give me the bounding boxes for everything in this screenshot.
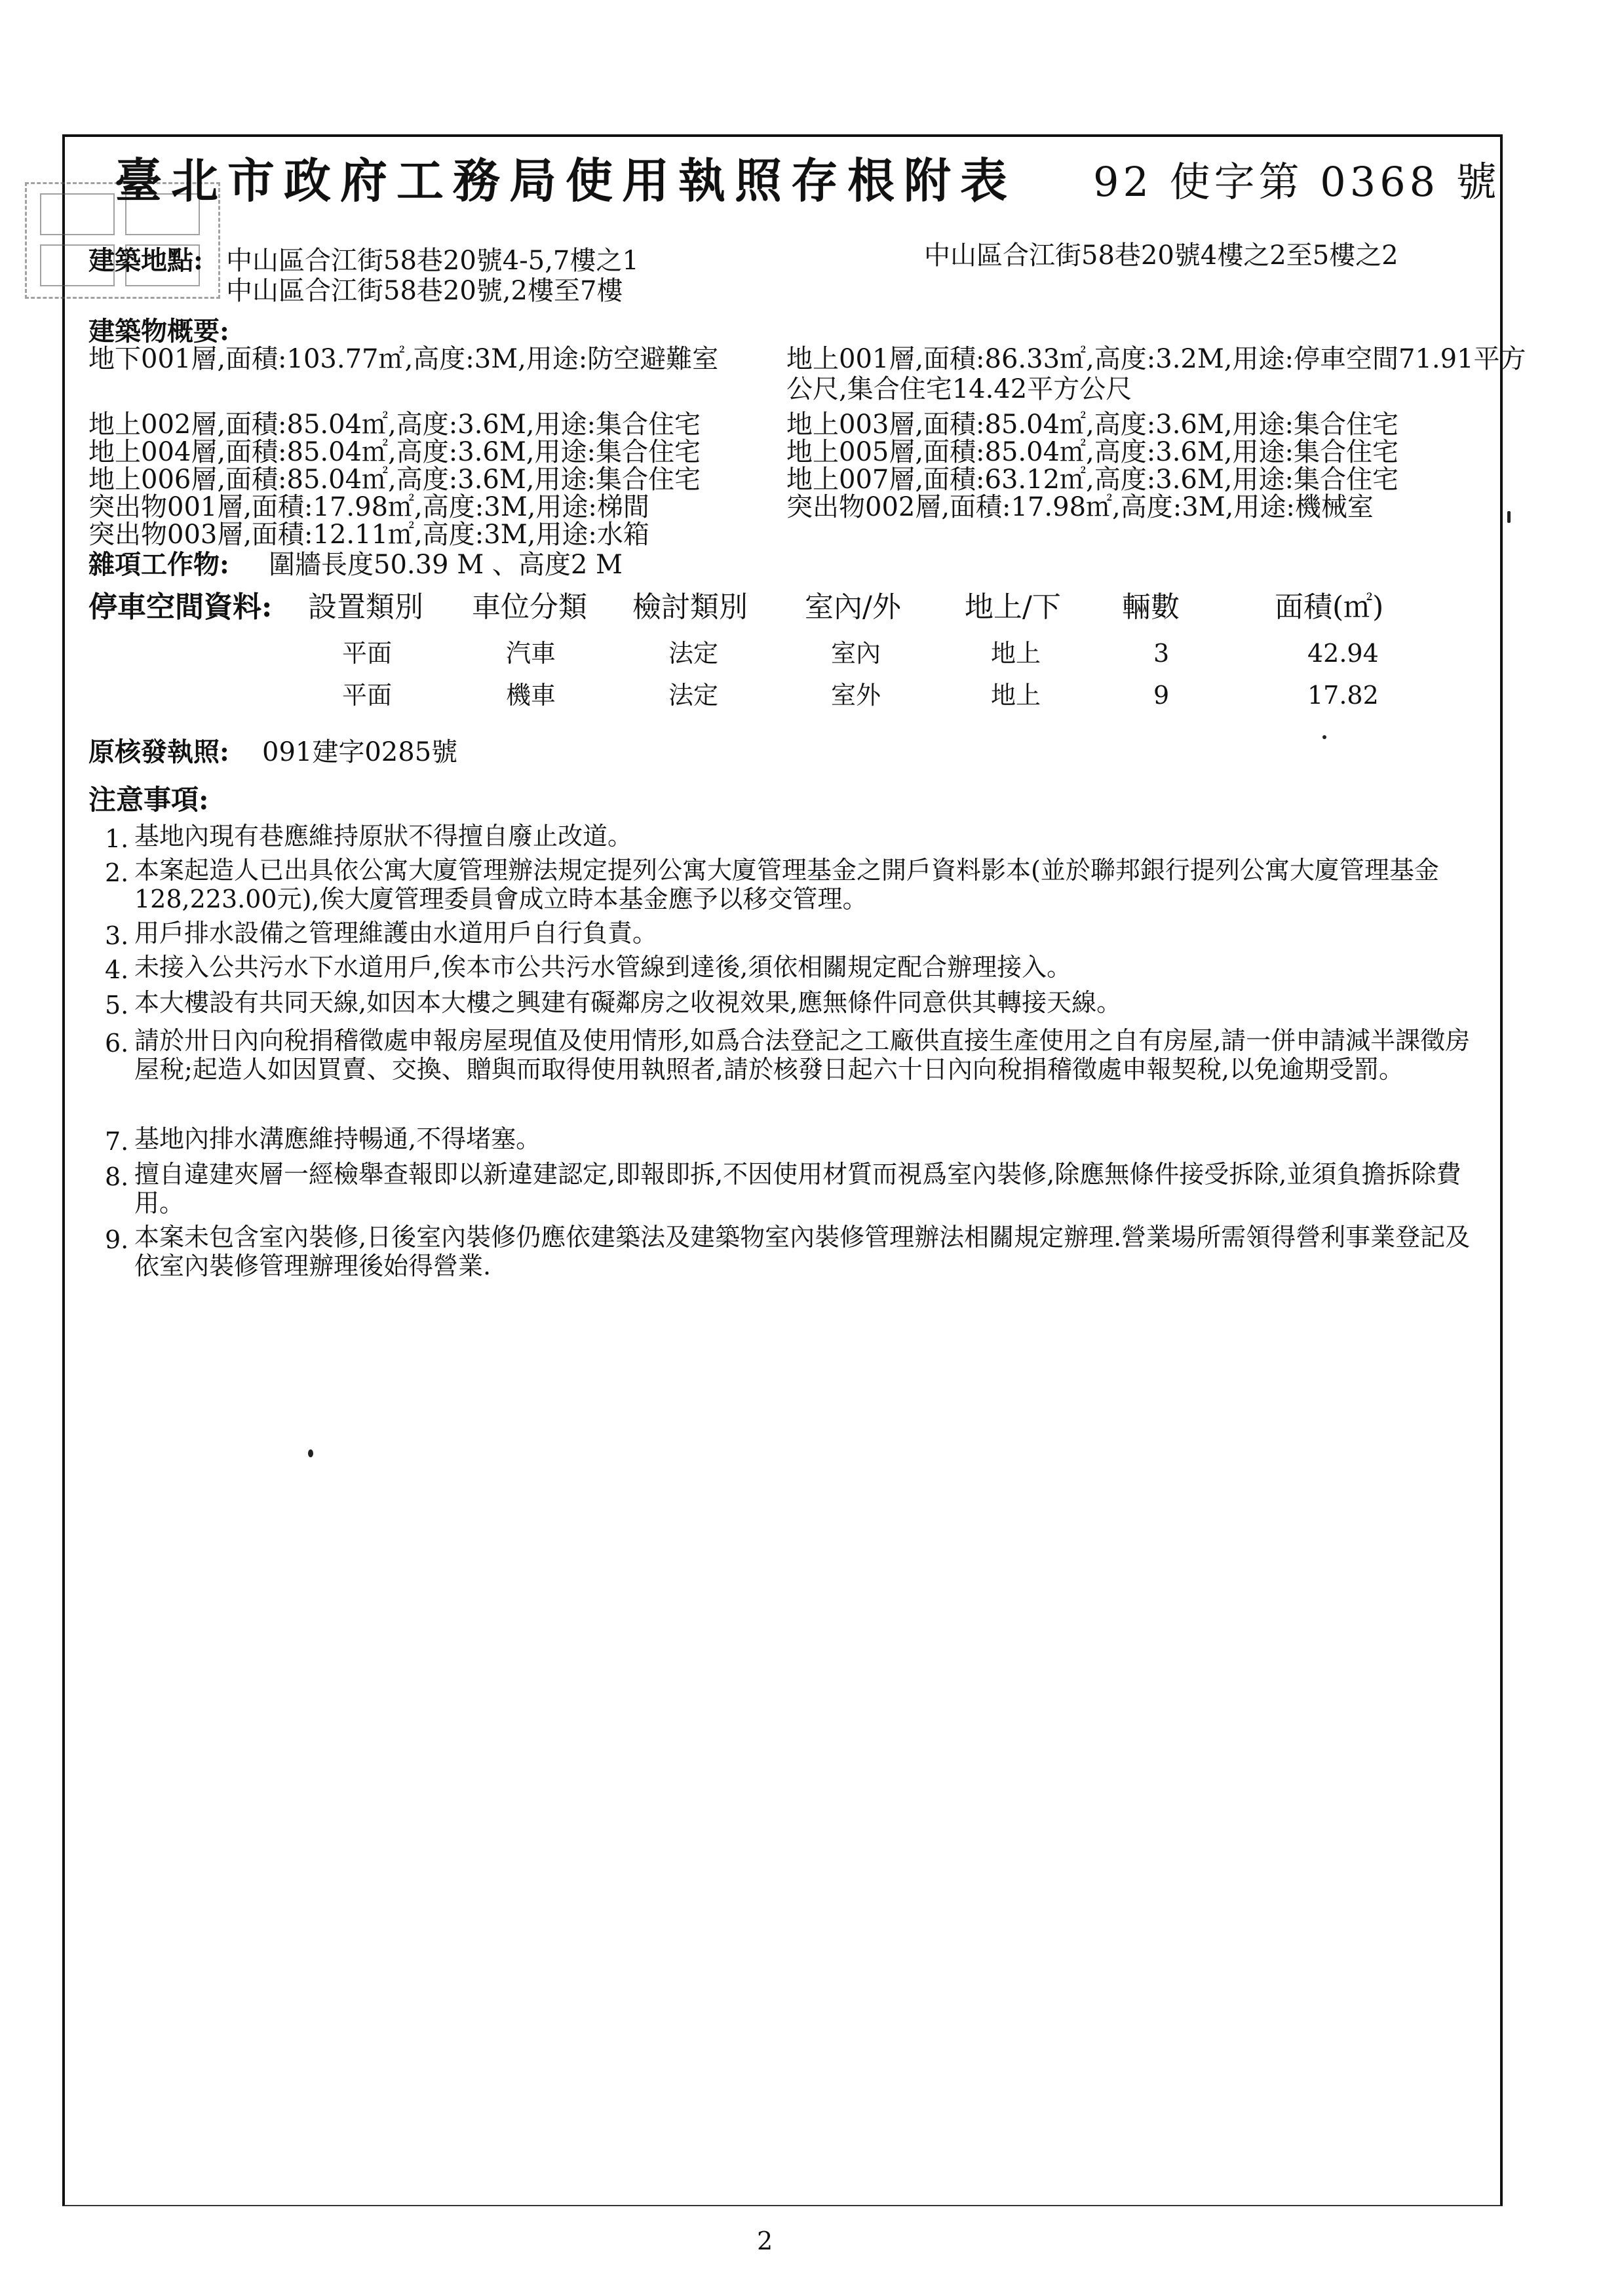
parking-cell: 地上 [991,639,1041,668]
address-line-2: 中山區合江街58巷20號,2樓至7樓 [226,276,623,306]
note-number: 5. [105,991,129,1020]
address-line-right: 中山區合江街58巷20號4樓之2至5樓之2 [924,240,1398,271]
parking-header: 設置類別 [308,590,423,624]
overview-right-1: 地上001層,面積:86.33㎡,高度:3.2M,用途:停車空間71.91平方 [786,344,1526,374]
overview-left-6: 突出物003層,面積:12.11㎡,高度:3M,用途:水箱 [88,520,649,550]
parking-header: 車位分類 [472,590,587,624]
note-text: 本案未包含室內裝修,日後室內裝修仍應依建築法及建築物室內裝修管理辦法相關規定辦理.營業場所需領得營利事業登記及依室內裝修管理辦理後始得營業. [134,1223,1471,1280]
parking-cell: 室外 [831,681,881,710]
document-title: 臺北市政府工務局使用執照存根附表 [115,153,1017,208]
parking-header: 檢討類別 [632,590,748,624]
parking-cell: 機車 [506,681,556,710]
misc-works-value: 圍牆長度50.39 M 、高度2 M [269,550,623,580]
note-text: 本案起造人已出具依公寓大廈管理辦法規定提列公寓大廈管理基金之開戶資料影本(並於聯邦銀行提列公寓大廈管理基金128,223.00元),俟大廈管理委員會成立時本基金應予以移交管理。 [134,856,1439,913]
permit-number: 92 使字第 0368 號 [1093,158,1501,206]
parking-cell: 室內 [831,639,881,668]
notes-label: 注意事項: [88,784,209,816]
note-number: 6. [105,1029,129,1058]
misc-works-label: 雜項工作物: [88,549,229,580]
note-text: 擅自違建夾層一經檢舉查報即以新違建認定,即報即拆,不因使用材質而視爲室內裝修,除應無條件接受拆除,並須負擔拆除費用。 [134,1160,1461,1217]
scan-speck [1507,511,1511,523]
parking-cell: 17.82 [1307,681,1379,710]
parking-cell: 平面 [342,681,393,710]
parking-cell: 9 [1153,681,1170,710]
parking-label: 停車空間資料: [88,590,273,624]
parking-cell: 3 [1153,639,1170,668]
overview-left-1: 地下001層,面積:103.77㎡,高度:3M,用途:防空避難室 [88,344,719,374]
overview-right-3: 地上003層,面積:85.04㎡,高度:3.6M,用途:集合住宅 [786,410,1399,440]
overview-right-4: 地上005層,面積:85.04㎡,高度:3.6M,用途:集合住宅 [786,437,1399,467]
parking-cell: 平面 [342,639,393,668]
address-label: 建築地點: [88,245,203,276]
overview-left-4: 地上006層,面積:85.04㎡,高度:3.6M,用途:集合住宅 [88,465,701,495]
overview-left-3: 地上004層,面積:85.04㎡,高度:3.6M,用途:集合住宅 [88,437,701,467]
parking-cell: 法定 [668,681,719,710]
parking-cell: 汽車 [506,639,556,668]
parking-header: 室內/外 [805,590,901,624]
scan-speck [308,1449,313,1457]
original-permit-value: 091建字0285號 [262,737,458,767]
overview-label: 建築物概要: [88,316,229,347]
address-line-1: 中山區合江街58巷20號4-5,7樓之1 [226,246,639,276]
note-number: 7. [105,1127,129,1156]
note-number: 3. [105,921,129,950]
parking-header: 面積(㎡) [1275,590,1384,624]
overview-right-2: 公尺,集合住宅14.42平方公尺 [786,374,1132,404]
parking-header: 地上/下 [965,590,1061,624]
note-number: 8. [105,1162,129,1191]
note-number: 1. [105,824,129,853]
parking-header: 輛數 [1122,590,1180,624]
overview-left-5: 突出物001層,面積:17.98㎡,高度:3M,用途:梯間 [88,492,649,522]
overview-right-5: 地上007層,面積:63.12㎡,高度:3.6M,用途:集合住宅 [786,465,1399,495]
note-text: 未接入公共污水下水道用戶,俟本市公共污水管線到達後,須依相關規定配合辦理接入。 [134,953,1072,982]
note-number: 4. [105,955,129,984]
original-permit-label: 原核發執照: [88,737,229,767]
overview-right-6: 突出物002層,面積:17.98㎡,高度:3M,用途:機械室 [786,492,1374,522]
note-number: 2. [105,858,129,887]
parking-cell: 地上 [991,681,1041,710]
parking-cell: 法定 [668,639,719,668]
note-number: 9. [105,1225,129,1254]
page-number: 2 [757,2227,773,2255]
note-text: 本大樓設有共同天線,如因本大樓之興建有礙鄰房之收視效果,應無條件同意供其轉接天線。 [134,988,1122,1017]
note-text: 請於卅日內向稅捐稽徵處申報房屋現值及使用情形,如爲合法登記之工廠供直接生產使用之自有房屋,請一併申請減半課徵房屋稅;起造人如因買賣、交換、贈與而取得使用執照者,請於核發日起六十日內向稅捐稽徵處申報契稅,以免逾期受罰。 [134,1026,1471,1084]
note-text: 用戶排水設備之管理維護由水道用戶自行負責。 [134,919,658,947]
note-text: 基地內現有巷應維持原狀不得擅自廢止改道。 [134,822,633,851]
note-text: 基地內排水溝應維持暢通,不得堵塞。 [134,1124,541,1153]
overview-left-2: 地上002層,面積:85.04㎡,高度:3.6M,用途:集合住宅 [88,410,701,440]
scan-speck [1322,735,1326,739]
parking-cell: 42.94 [1307,639,1379,668]
